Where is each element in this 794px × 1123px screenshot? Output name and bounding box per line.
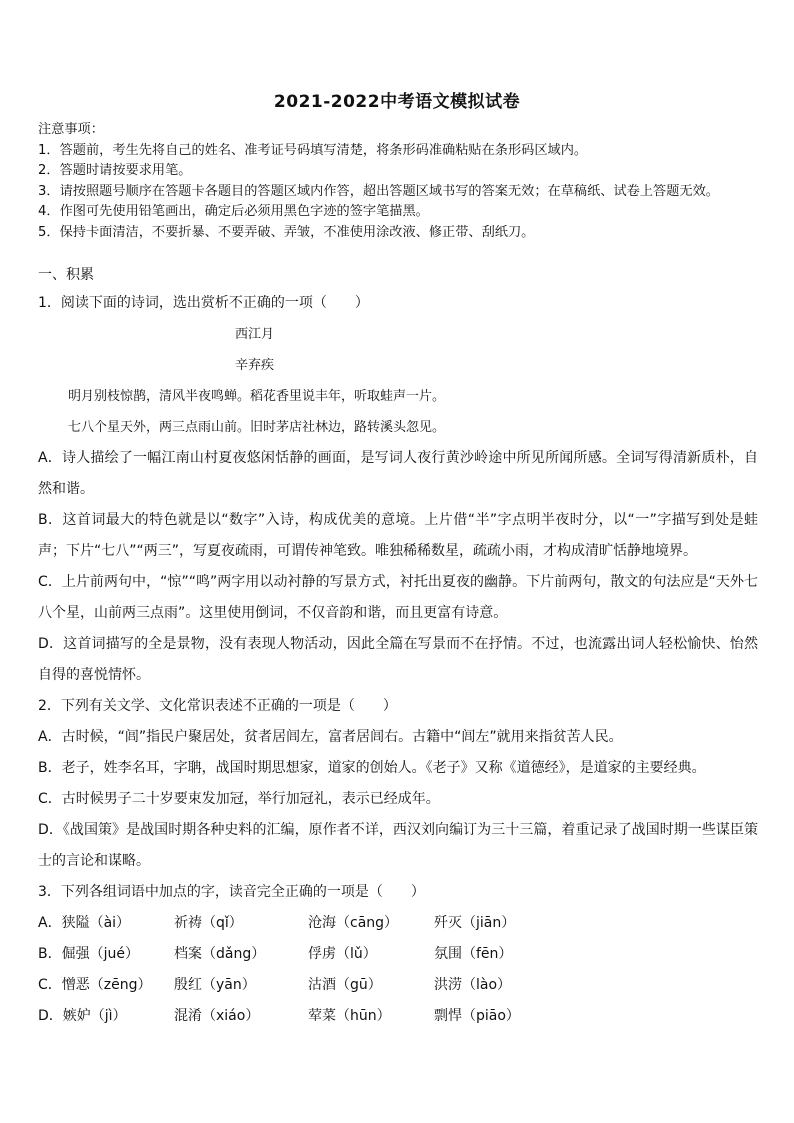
word-item: 洪涝（lào） [434, 977, 512, 993]
section-title: 一、积累 [38, 267, 94, 283]
word-item: 剽悍（piāo） [434, 1008, 520, 1024]
word-item: 荤菜（hūn） [308, 1008, 391, 1024]
question-3-option-a [38, 908, 758, 939]
question-3-option-b [38, 939, 758, 970]
notice-item: 3．请按照题号顺序在答题卡各题目的答题区域内作答，超出答题区域书写的答案无效；在草稿纸、试卷上答题无效。 [38, 183, 719, 199]
word-item: 沧海（cāng） [308, 915, 399, 931]
word-item: 俘虏（lǔ） [308, 946, 377, 962]
question-2-option-c: C．古时候男子二十岁要束发加冠，举行加冠礼，表示已经成年。 [38, 791, 440, 807]
question-2-option-a: A．古时候，“闾”指民户聚居处，贫者居闾左，富者居闾右。古籍中“闾左”就用来指贫苦人民。 [38, 729, 623, 745]
notice-item: 1．答题前，考生先将自己的姓名、准考证号码填写清楚，将条形码准确粘贴在条形码区域内。 [38, 142, 588, 158]
page-title: 2021-2022中考语文模拟试卷 [273, 92, 521, 112]
poem-line: 七八个星天外，两三点雨山前。旧时茅店社林边，路转溪头忽见。 [68, 420, 446, 435]
notice-item: 2．答题时请按要求用笔。 [38, 163, 192, 179]
question-2-option-b: B．老子，姓李名耳，字聃，战国时期思想家，道家的创始人。《老子》又称《道德经》，是道家的主要经典。 [38, 760, 706, 776]
question-1-stem: 1．阅读下面的诗词，选出赏析不正确的一项（ ） [38, 295, 369, 311]
word-item: D．嫉妒（jì） [38, 1008, 127, 1024]
word-item: 祈祷（qǐ） [174, 915, 243, 931]
question-1-option-d: D．这首词描写的全是景物，没有表现人物活动，因此全篇在写景而不在抒情。不过，也流露出词人轻松愉快、怡然自得的喜悦情怀。 [38, 636, 758, 683]
word-item: 歼灭（jiān） [434, 915, 516, 931]
notice-item: 4．作图可先使用铅笔画出，确定后必须用黑色字迹的签字笔描黑。 [38, 204, 429, 220]
notice-item: 5．保持卡面清洁，不要折暴、不要弄破、弄皱，不准使用涂改液、修正带、刮纸刀。 [38, 224, 535, 240]
question-3-stem: 3．下列各组词语中加点的字，读音完全正确的一项是（ ） [38, 884, 425, 900]
word-item: 殷红（yān） [174, 977, 256, 993]
notice-heading: 注意事项： [38, 122, 104, 137]
question-1-option-a: A．诗人描绘了一幅江南山村夏夜悠闲恬静的画面，是写词人夜行黄沙岭途中所见所闻所感。全词写得清新质朴，自然和谐。 [38, 450, 758, 497]
poem-title: 西江月 [235, 327, 275, 342]
question-1-option-c: C．上片前两句中，“惊”“鸣”两字用以动衬静的写景方式，衬托出夏夜的幽静。下片前两句，散文的句法应是“天外七八个星，山前两三点雨”。这里使用倒词，不仅音韵和谐，而且更富有诗意。 [38, 574, 758, 621]
word-item: 混淆（xiáo） [174, 1008, 260, 1024]
poem-line: 明月别枝惊鹊，清风半夜鸣蝉。稻花香里说丰年，听取蛙声一片。 [68, 389, 446, 404]
question-list [38, 288, 758, 1032]
question-3-option-c [38, 970, 758, 1001]
word-item: 档案（dǎng） [174, 946, 266, 962]
word-item: A．狭隘（ài） [38, 915, 131, 931]
question-2-stem: 2．下列有关文学、文化常识表述不正确的一项是（ ） [38, 698, 397, 714]
poem-author: 辛弃疾 [235, 358, 275, 373]
word-item: 沽酒（gū） [308, 977, 382, 993]
question-3-option-d [38, 1001, 758, 1032]
word-item: B．倔强（jué） [38, 946, 139, 962]
word-item: 氛围（fēn） [434, 946, 513, 962]
word-item: C．憎恶（zēng） [38, 977, 152, 993]
notice-block [38, 120, 768, 244]
question-2-option-d: D．《战国策》是战国时期各种史料的汇编，原作者不详，西汉刘向编订为三十三篇，着重记录了战国时期一些谋臣策士的言论和谋略。 [38, 822, 758, 869]
question-1-option-b: B．这首词最大的特色就是以“数字”入诗，构成优美的意境。上片借“半”字点明半夜时分，以“一”字描写到处是蛙声；下片“七八”“两三”，写夏夜疏雨，可谓传神笔致。唯独稀稀数星，疏疏小雨，才构成清旷恬静地境界。 [38, 512, 758, 559]
